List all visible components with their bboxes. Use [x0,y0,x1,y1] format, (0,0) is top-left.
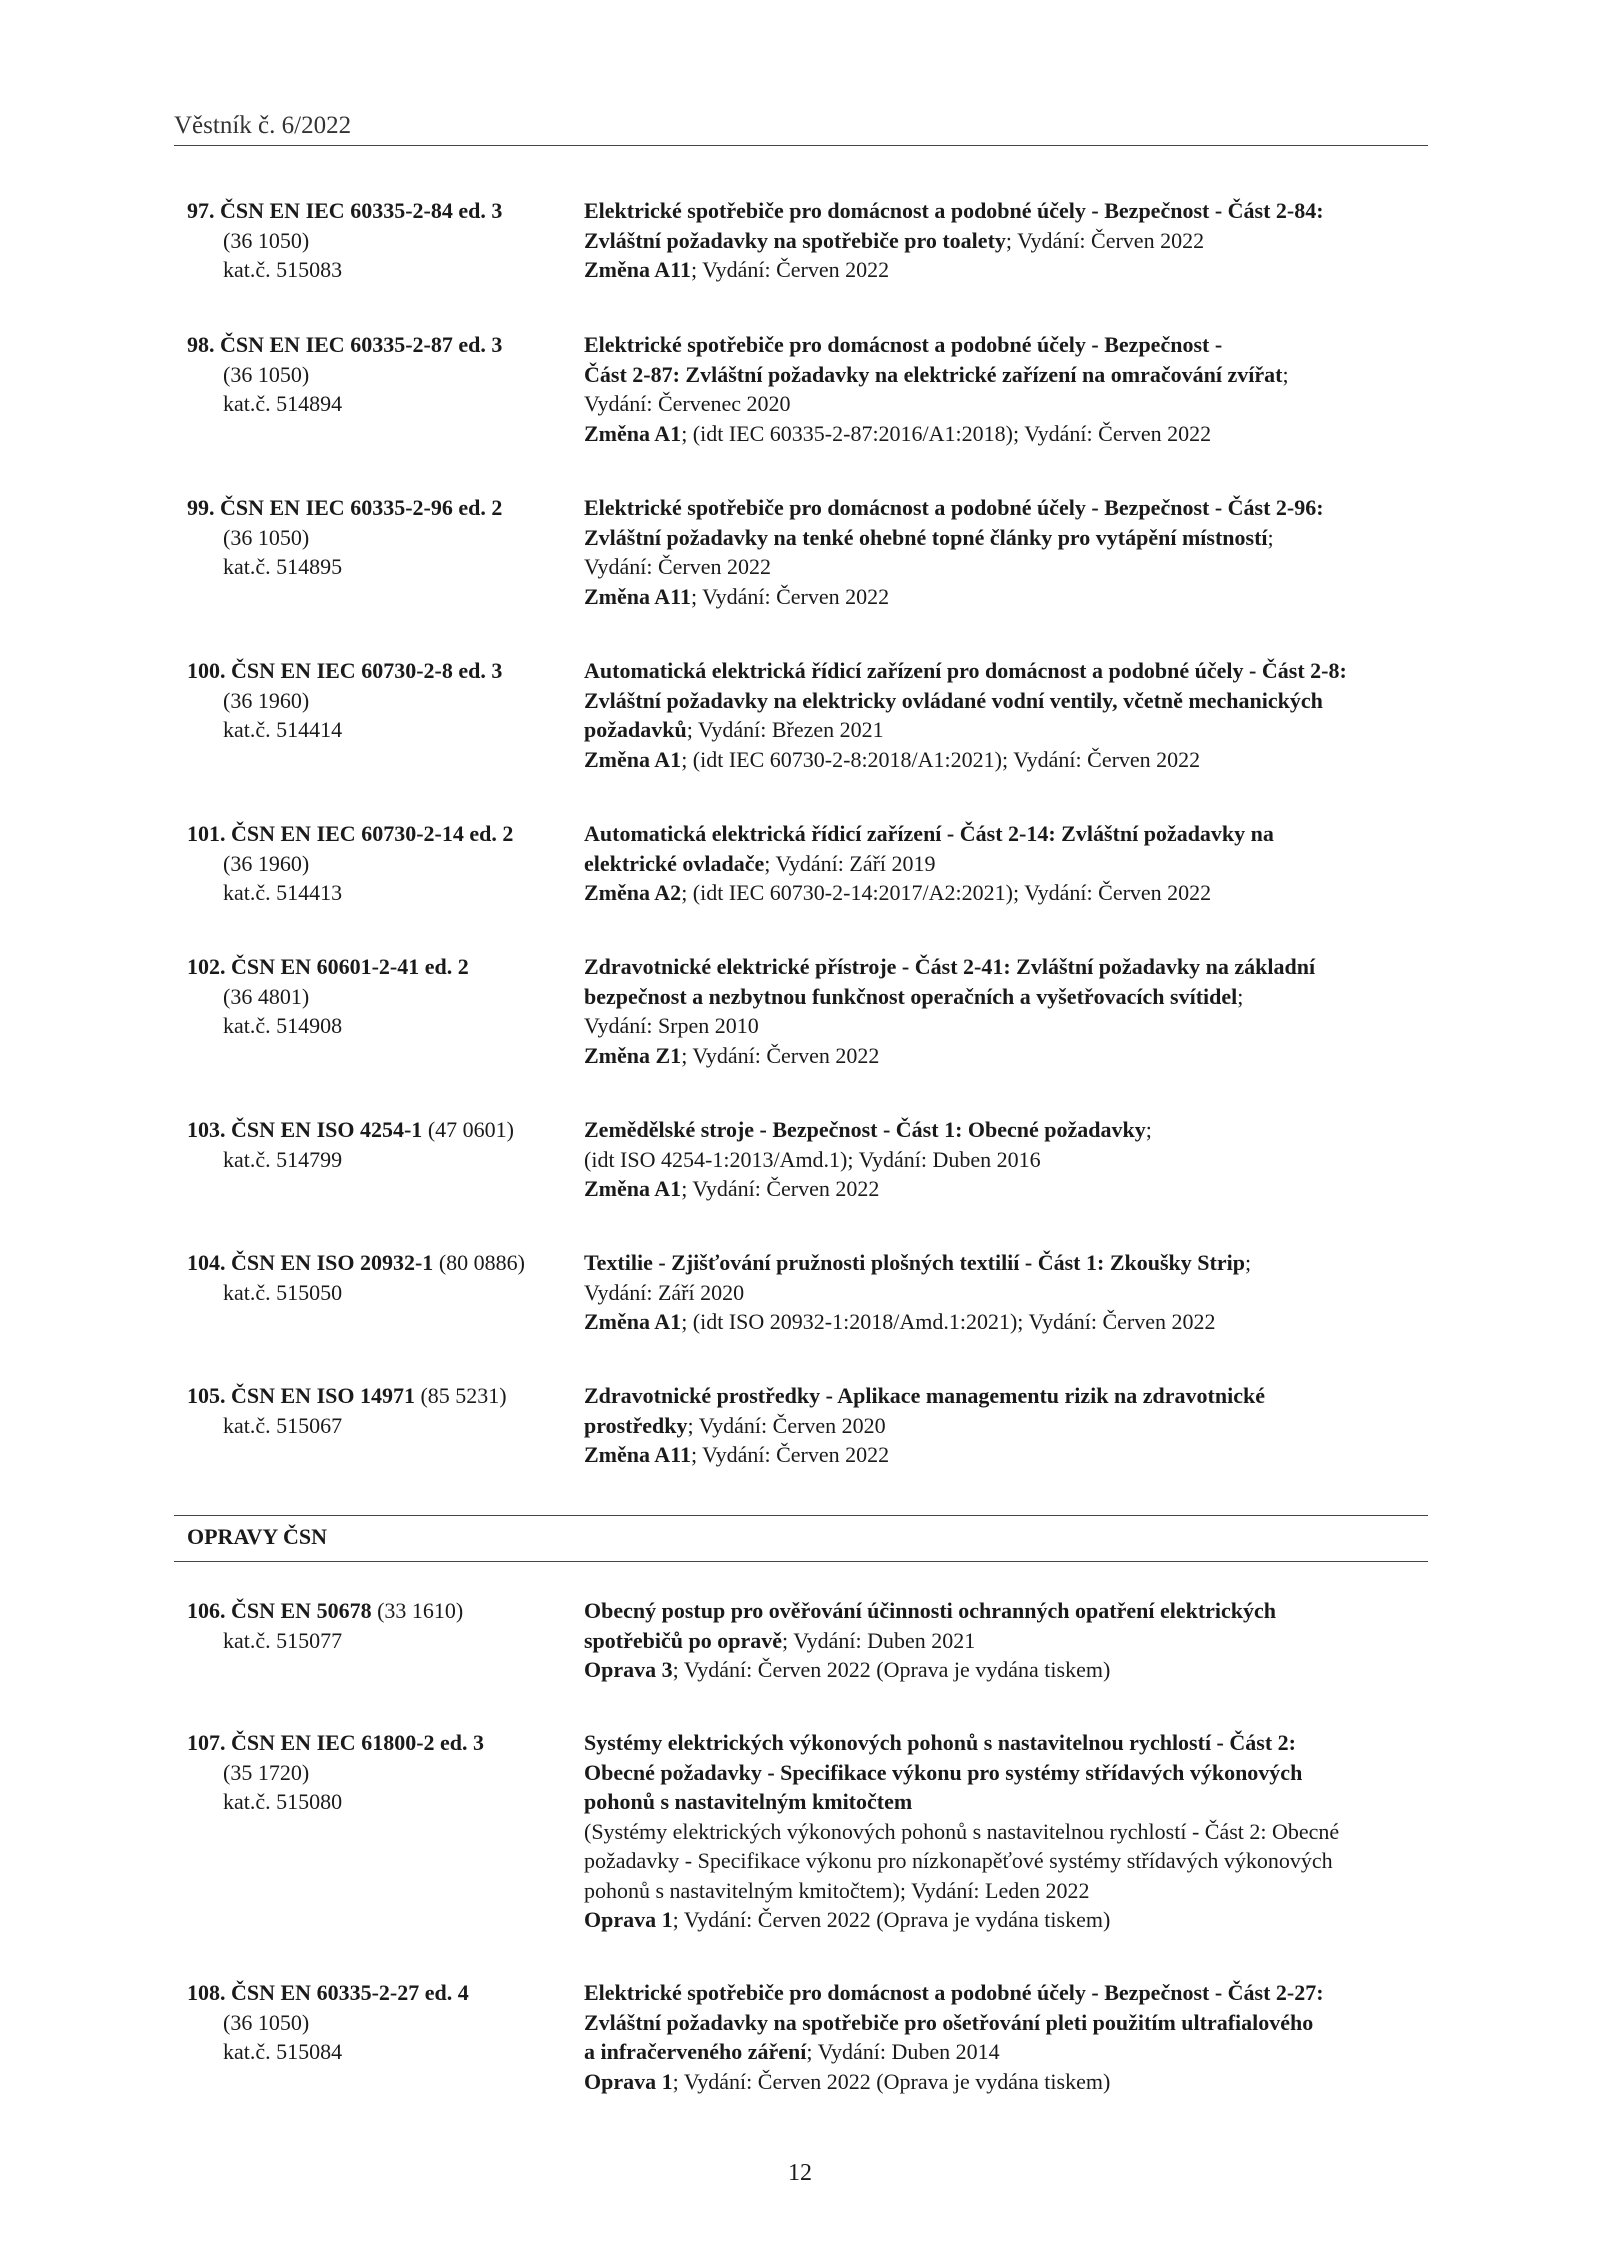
description-text: ; Vydání: Červen 2022 [690,583,890,609]
description-line [584,1626,1437,1656]
entry-description [584,196,1437,285]
description-text: ; (idt IEC 60730-2-8:2018/A1:2021); Vydání: Červen 2022 [681,746,1201,772]
description-text: ; Vydání: Červen 2022 [1005,227,1205,253]
description-line [584,1411,1437,1441]
standard-entry [187,1978,1437,2096]
entry-identifier [187,196,584,285]
description-text: ; Vydání: Červen 2022 [681,1176,880,1201]
entry-identifier [187,1596,584,1685]
catalog-number: kat.č. 515080 [223,1789,343,1814]
classification-number: (35 1720) [223,1759,310,1785]
description-line [584,2037,1437,2067]
standard-code: ČSN EN IEC 60730-2-8 ed. 3 [231,658,503,683]
standard-entry [187,1115,1437,1204]
description-bold-text: Obecný postup pro ověřování účinnosti ochranných opatření elektrických [584,1598,1277,1623]
description-line [584,1817,1437,1847]
entry-description [584,952,1437,1070]
entry-description [584,819,1437,908]
description-text: ; (idt IEC 60335-2-87:2016/A1:2018); Vydání: Červen 2022 [681,420,1212,446]
classification-number: (36 1050) [223,524,310,550]
description-text: ; Vydání: Duben 2014 [806,2039,1000,2064]
entry-identifier [187,1115,584,1204]
description-bold-text: Změna A2 [584,880,682,905]
entry-number: 100. [187,658,226,683]
entry-code-line [187,1728,584,1758]
description-line [584,745,1437,775]
description-text: ; [1237,983,1244,1009]
classification-number: (36 1960) [223,687,310,713]
entry-description [584,1248,1437,1337]
standard-entry [187,819,1437,908]
description-text: ; Vydání: Červen 2022 [690,257,890,282]
entry-number: 99. [187,495,215,520]
entry-number: 104. [187,1250,226,1275]
description-line [584,226,1437,256]
description-bold-text: Textilie - Zjišťování pružnosti plošných textilií - Část 1: Zkoušky Strip [584,1250,1245,1275]
entry-identifier [187,1728,584,1935]
description-bold-text: Automatická elektrická řídicí zařízení - Část 2-14: Zvláštní požadavky na [584,821,1274,846]
description-bold-text: požadavků [584,717,687,742]
description-bold-text: a infračerveného záření [584,2039,807,2064]
catalog-number: kat.č. 514908 [223,1013,343,1038]
description-text: ; Vydání: Červen 2022 [690,1442,890,1467]
entry-code-line [187,656,584,686]
entry-number: 108. [187,1980,226,2005]
description-line [584,952,1437,982]
standard-entry [187,656,1437,774]
description-bold-text: Zvláštní požadavky na tenké ohebné topné články pro vytápění místností [584,524,1268,550]
description-text: ; Vydání: Červen 2022 (Oprava je vydána tiskem) [672,1907,1111,1932]
description-line [584,1174,1437,1204]
description-bold-text: spotřebičů po opravě [584,1627,782,1653]
description-text: Vydání: Srpen 2010 [584,1013,759,1038]
description-text: (Systémy elektrických výkonových pohonů s nastavitelnou rychlostí - Část 2: Obecné [584,1818,1340,1844]
entry-number: 101. [187,821,226,846]
description-text: požadavky - Specifikace výkonu pro nízkonapěťové systémy střídavých výkonových [584,1848,1333,1873]
description-line [584,849,1437,879]
section-rule-bottom [174,1561,1428,1562]
standard-code: ČSN EN ISO 20932-1 [231,1250,434,1275]
description-bold-text: Zvláštní požadavky na spotřebiče pro ošetřování pleti použitím ultrafialového [584,2009,1314,2035]
standard-code: ČSN EN IEC 60335-2-87 ed. 3 [220,332,503,357]
classification-number: (36 1050) [223,2009,310,2035]
description-line [584,330,1437,360]
description-line [584,1728,1437,1758]
description-bold-text: Část 2-87: Zvláštní požadavky na elektrické zařízení na omračování zvířat [584,361,1283,387]
standard-code: ČSN EN IEC 60335-2-84 ed. 3 [220,198,503,223]
catalog-number: kat.č. 514799 [223,1146,343,1172]
description-line [584,1307,1437,1337]
description-line [584,1041,1437,1071]
catalog-number: kat.č. 515067 [223,1412,343,1438]
description-bold-text: prostředky [584,1412,688,1438]
entry-code-line [187,196,584,226]
description-text: (idt ISO 4254-1:2013/Amd.1); Vydání: Duben 2016 [584,1146,1041,1172]
description-text: ; Vydání: Duben 2021 [782,1627,976,1653]
standard-code: ČSN EN 60601-2-41 ed. 2 [231,954,469,979]
description-bold-text: Systémy elektrických výkonových pohonů s nastavitelnou rychlostí - Část 2: [584,1730,1296,1755]
description-line [584,1381,1437,1411]
description-line [584,1115,1437,1145]
description-bold-text: Zdravotnické prostředky - Aplikace managementu rizik na zdravotnické [584,1383,1265,1408]
classification-number: (80 0886) [433,1250,525,1275]
description-line [584,982,1437,1012]
entry-description [584,1596,1437,1685]
description-line [584,419,1437,449]
catalog-number: kat.č. 514414 [223,717,343,742]
entry-description [584,493,1437,611]
classification-number: (36 1050) [223,227,310,253]
description-line [584,582,1437,612]
description-line [584,1758,1437,1788]
entry-description [584,1978,1437,2096]
description-text: ; [1282,361,1289,387]
standard-entry [187,196,1437,285]
standard-entry [187,1596,1437,1685]
description-line [584,1011,1437,1041]
entry-number: 103. [187,1117,226,1142]
description-line [584,878,1437,908]
entry-code-line [187,1115,584,1145]
description-text: pohonů s nastavitelným kmitočtem); Vydání: Leden 2022 [584,1877,1090,1903]
classification-number: (36 4801) [223,983,310,1009]
description-line [584,1846,1437,1876]
description-line [584,2008,1437,2038]
entry-identifier [187,1978,584,2096]
description-text: ; (idt ISO 20932-1:2018/Amd.1:2021); Vydání: Červen 2022 [681,1309,1216,1334]
description-text: ; Vydání: Září 2019 [764,850,936,876]
header-rule [174,145,1428,146]
entry-number: 97. [187,198,215,223]
page-number: 12 [788,2160,812,2186]
description-text: ; Vydání: Červen 2022 [681,1042,880,1068]
description-line [584,1787,1437,1817]
description-line [584,255,1437,285]
entry-description [584,1115,1437,1204]
description-line [584,493,1437,523]
entry-code-line [187,493,584,523]
description-text: ; Vydání: Červen 2022 (Oprava je vydána tiskem) [672,1657,1111,1682]
description-bold-text: Oprava 1 [584,1907,673,1932]
entry-number: 102. [187,954,226,979]
description-bold-text: Změna A1 [584,420,682,446]
entry-description [584,1381,1437,1470]
description-bold-text: Oprava 1 [584,2068,673,2094]
standard-entry [187,330,1437,448]
entry-identifier [187,656,584,774]
description-text: Vydání: Září 2020 [584,1279,745,1305]
catalog-number: kat.č. 515083 [223,257,343,282]
description-line [584,523,1437,553]
classification-number: (47 0601) [422,1117,514,1142]
description-line [584,389,1437,419]
description-line [584,1905,1437,1935]
entry-number: 106. [187,1598,226,1623]
entry-code-line [187,330,584,360]
entry-code-line [187,1381,584,1411]
standard-code: ČSN EN ISO 14971 [231,1383,415,1408]
catalog-number: kat.č. 514413 [223,880,343,905]
entry-number: 107. [187,1730,226,1755]
entry-number: 98. [187,332,215,357]
standard-entry [187,1728,1437,1935]
classification-number: (36 1050) [223,361,310,387]
description-text: ; Vydání: Červen 2022 (Oprava je vydána tiskem) [672,2068,1111,2094]
classification-number: (85 5231) [414,1383,507,1408]
catalog-number: kat.č. 514894 [223,391,343,416]
description-bold-text: Změna A11 [584,1442,691,1467]
description-text: ; [1145,1117,1152,1142]
classification-number: (36 1960) [223,850,310,876]
description-line [584,1278,1437,1308]
description-bold-text: Elektrické spotřebiče pro domácnost a podobné účely - Bezpečnost - [584,332,1223,357]
description-bold-text: Zemědělské stroje - Bezpečnost - Část 1: Obecné požadavky [584,1117,1146,1142]
corrections-section-header [174,1515,1428,1562]
entry-identifier [187,1381,584,1470]
description-bold-text: Oprava 3 [584,1657,673,1682]
description-line [584,1876,1437,1906]
description-text: ; Vydání: Březen 2021 [686,717,884,742]
description-line [584,686,1437,716]
standard-code: ČSN EN ISO 4254-1 [231,1117,423,1142]
description-bold-text: Obecné požadavky - Specifikace výkonu pro systémy střídavých výkonových [584,1759,1303,1785]
description-bold-text: Změna A1 [584,746,682,772]
description-line [584,1440,1437,1470]
standard-code: ČSN EN IEC 61800-2 ed. 3 [231,1730,485,1755]
entry-code-line [187,819,584,849]
section-title: OPRAVY ČSN [187,1524,327,1549]
description-bold-text: Změna A11 [584,583,691,609]
entry-identifier [187,330,584,448]
standard-code: ČSN EN 50678 [231,1598,372,1623]
description-text: ; [1267,524,1274,550]
standard-code: ČSN EN 60335-2-27 ed. 4 [231,1980,469,2005]
description-line [584,1145,1437,1175]
description-bold-text: pohonů s nastavitelným kmitočtem [584,1789,913,1814]
entry-identifier [187,1248,584,1337]
standard-entry [187,1248,1437,1337]
entry-code-line [187,952,584,982]
catalog-number: kat.č. 515084 [223,2039,343,2064]
entry-identifier [187,952,584,1070]
description-bold-text: Elektrické spotřebiče pro domácnost a podobné účely - Bezpečnost - Část 2-84: [584,198,1324,223]
description-bold-text: Změna Z1 [584,1042,682,1068]
description-line [584,1655,1437,1685]
description-text: ; Vydání: Červen 2020 [687,1412,886,1438]
standard-entry [187,1381,1437,1470]
description-text: Vydání: Červen 2022 [584,554,771,579]
catalog-number: kat.č. 515077 [223,1627,343,1653]
description-line [584,656,1437,686]
description-line [584,1596,1437,1626]
entry-description [584,330,1437,448]
entry-identifier [187,493,584,611]
journal-header: Věstník č. 6/2022 [174,112,352,139]
entry-number: 105. [187,1383,226,1408]
description-bold-text: Zdravotnické elektrické přístroje - Část 2-41: Zvláštní požadavky na základní [584,954,1316,979]
description-line [584,360,1437,390]
catalog-number: kat.č. 514895 [223,554,343,579]
description-bold-text: Elektrické spotřebiče pro domácnost a podobné účely - Bezpečnost - Část 2-96: [584,495,1324,520]
catalog-number: kat.č. 515050 [223,1279,343,1305]
classification-number: (33 1610) [371,1598,464,1623]
description-bold-text: elektrické ovladače [584,850,765,876]
description-text: Vydání: Červenec 2020 [584,391,791,416]
entry-code-line [187,1248,584,1278]
description-bold-text: Změna A1 [584,1309,682,1334]
description-bold-text: Automatická elektrická řídicí zařízení pro domácnost a podobné účely - Část 2-8: [584,658,1347,683]
description-bold-text: bezpečnost a nezbytnou funkčnost operačních a vyšetřovacích svítidel [584,983,1238,1009]
description-line [584,1248,1437,1278]
description-line [584,1978,1437,2008]
entry-code-line [187,1978,584,2008]
description-bold-text: Změna A11 [584,257,691,282]
description-line [584,819,1437,849]
description-line [584,552,1437,582]
entry-description [584,656,1437,774]
description-bold-text: Elektrické spotřebiče pro domácnost a podobné účely - Bezpečnost - Část 2-27: [584,1980,1324,2005]
description-bold-text: Změna A1 [584,1176,682,1201]
standard-entry [187,493,1437,611]
standard-code: ČSN EN IEC 60335-2-96 ed. 2 [220,495,503,520]
description-line [584,196,1437,226]
entry-code-line [187,1596,584,1626]
description-bold-text: Zvláštní požadavky na spotřebiče pro toalety [584,227,1006,253]
description-text: ; (idt IEC 60730-2-14:2017/A2:2021); Vydání: Červen 2022 [681,880,1212,905]
standard-entry [187,952,1437,1070]
description-bold-text: Zvláštní požadavky na elektricky ovládané vodní ventily, včetně mechanických [584,687,1323,713]
description-line [584,715,1437,745]
description-line [584,2067,1437,2097]
standard-code: ČSN EN IEC 60730-2-14 ed. 2 [231,821,514,846]
entry-identifier [187,819,584,908]
entry-description [584,1728,1437,1935]
description-text: ; [1244,1250,1252,1275]
